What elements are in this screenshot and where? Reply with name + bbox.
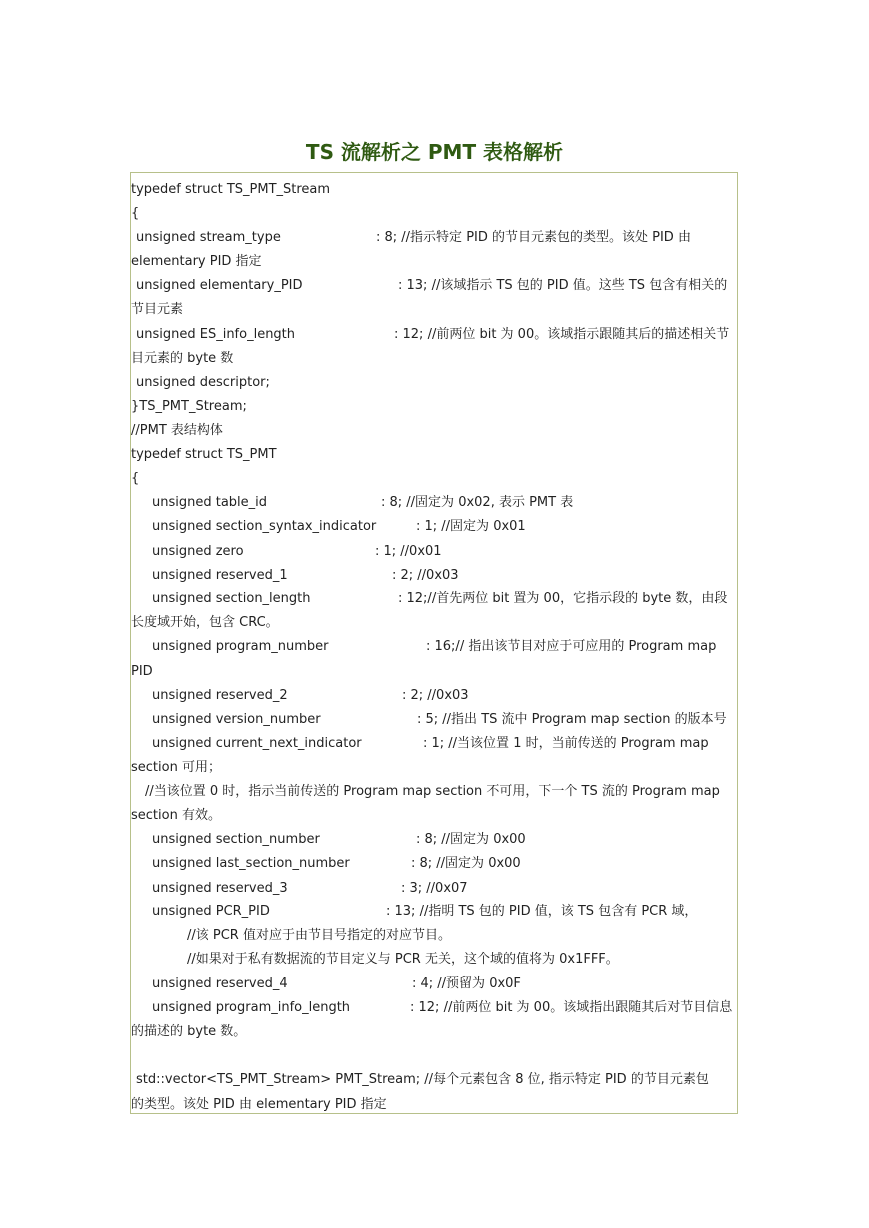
code-line: typedef struct TS_PMT [131,447,277,462]
code-line: //PMT 表结构体 [131,423,223,438]
field-decl: unsigned PCR_PID [152,904,270,919]
field-decl: unsigned elementary_PID [136,278,303,293]
field-decl: unsigned zero [152,544,244,559]
field-comment: : 13; //该域指示 TS 包的 PID 值。这些 TS 包含有相关的 [398,278,728,293]
code-line: //该 PCR 值对应于由节目号指定的对应节目。 [187,928,451,943]
code-line: }TS_PMT_Stream; [131,399,247,414]
field-decl: unsigned section_syntax_indicator [152,519,377,534]
code-line: 的描述的 byte 数。 [131,1024,247,1039]
code-line: 的类型。该处 PID 由 elementary PID 指定 [131,1097,387,1112]
code-line [152,832,526,848]
field-comment: : 12; //前两位 bit 为 00。该域指示跟随其后的描述相关节 [394,327,730,342]
field-comment: : 12; //前两位 bit 为 00。该域指出跟随其后对节目信息 [410,1000,733,1015]
code-line: //如果对于私有数据流的节目定义与 PCR 无关，这个域的值将为 0x1FFF。 [187,952,619,967]
field-comment: : 5; //指出 TS 流中 Program map section 的版本号 [417,712,727,727]
field-comment: : 4; //预留为 0x0F [412,976,521,991]
field-decl: unsigned section_length [152,591,311,606]
field-comment: : 1; //当该位置 1 时，当前传送的 Program map [423,736,709,751]
field-comment: : 3; //0x07 [401,881,468,896]
code-line: { [131,206,140,221]
code-line: { [131,471,140,486]
field-decl: unsigned section_number [152,832,320,847]
field-decl: unsigned last_section_number [152,856,350,871]
field-comment: : 8; //固定为 0x00 [416,832,526,847]
field-decl: unsigned program_info_length [152,1000,351,1015]
field-decl: unsigned current_next_indicator [152,736,362,751]
code-line: section 有效。 [131,808,221,823]
field-comment: : 2; //0x03 [392,568,459,583]
code-line: PID [131,664,153,679]
code-line: 节目元素 [131,302,184,317]
field-decl: unsigned version_number [152,712,321,727]
code-line [152,976,521,992]
code-line: std::vector<TS_PMT_Stream> PMT_Stream; //每个元素包含 8 位, 指示特定 PID 的节目元素包 [136,1072,709,1087]
code-line [136,327,730,343]
code-line [152,1000,733,1016]
code-line: elementary PID 指定 [131,254,262,269]
field-decl: unsigned table_id [152,495,268,510]
field-decl: unsigned stream_type [136,230,281,245]
field-comment: : 12;//首先两位 bit 置为 00，它指示段的 byte 数，由段 [398,591,728,606]
field-decl: unsigned ES_info_length [136,327,296,342]
code-line [152,904,698,920]
code-line: typedef struct TS_PMT_Stream [131,182,331,197]
code-line [152,519,526,535]
code-line [152,591,728,607]
field-comment: : 1; //0x01 [375,544,442,559]
code-line [152,736,709,752]
code-line [136,230,691,246]
field-decl: unsigned reserved_4 [152,976,288,991]
field-decl: unsigned program_number [152,639,329,654]
field-comment: : 1; //固定为 0x01 [416,519,526,534]
code-line [152,639,717,655]
field-decl: unsigned reserved_2 [152,688,288,703]
code-line: 长度域开始，包含 CRC。 [131,615,279,630]
code-line [152,881,468,897]
field-comment: : 8; //固定为 0x00 [411,856,521,871]
code-line [152,495,574,511]
code-line: section 可用； [131,760,221,775]
field-comment: : 13; //指明 TS 包的 PID 值，该 TS 包含有 PCR 域， [386,904,698,919]
field-comment: : 8; //指示特定 PID 的节目元素包的类型。该处 PID 由 [376,230,691,245]
code-line [152,688,469,704]
field-decl: unsigned reserved_1 [152,568,288,583]
code-line: //当该位置 0 时，指示当前传送的 Program map section 不可用，下一个 TS 流的 Program map [145,784,720,799]
code-line [152,568,459,584]
code-line [152,856,521,872]
code-line [152,712,727,728]
field-comment: : 16;// 指出该节目对应于可应用的 Program map [426,639,717,654]
field-comment: : 2; //0x03 [402,688,469,703]
code-line: unsigned descriptor; [136,375,270,390]
code-line: 目元素的 byte 数 [131,351,234,366]
field-comment: : 8; //固定为 0x02, 表示 PMT 表 [381,495,574,510]
page-title: TS 流解析之 PMT 表格解析 [305,140,564,164]
code-line [136,278,728,294]
field-decl: unsigned reserved_3 [152,881,288,896]
code-line [152,544,442,560]
